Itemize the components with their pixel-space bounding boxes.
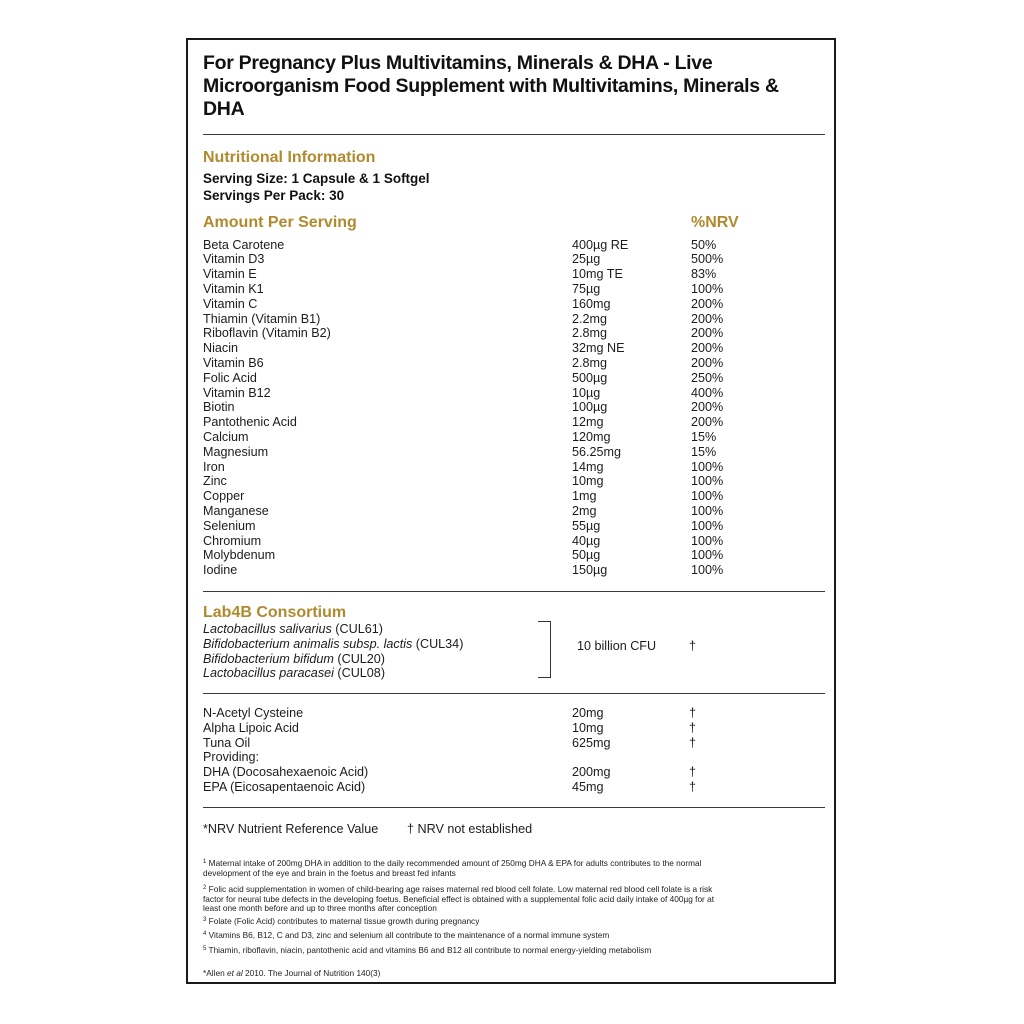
nutrient-nrv: 200% [691, 341, 724, 356]
nutrient-amount: 56.25mg [572, 444, 622, 459]
ingredient-name: Tuna Oil [203, 735, 251, 750]
nutrient-name: Folic Acid [203, 370, 257, 385]
nutrient-row [203, 267, 823, 282]
ingredient-amount: 20mg [572, 706, 604, 720]
nutrient-amount: 14mg [572, 459, 604, 474]
nutrient-nrv: 100% [691, 474, 724, 489]
ingredient-amount: 200mg [572, 765, 611, 780]
nutrient-name: Vitamin D3 [203, 252, 265, 267]
footnote-mark: 1 [203, 859, 207, 865]
strain-bracket [538, 621, 551, 678]
nutrient-row [203, 474, 823, 489]
nutrient-nrv: 400% [691, 385, 724, 400]
nutrient-amount: 100µg [572, 400, 608, 415]
servings-per-pack: Servings Per Pack: 30 [203, 188, 345, 203]
nutrient-name: Vitamin E [203, 267, 257, 282]
nutrient-name: Vitamin B6 [203, 355, 264, 370]
nutrient-name: Copper [203, 489, 245, 504]
supplement-label-panel [186, 38, 836, 984]
nutrient-row [203, 445, 823, 460]
nutrient-name: Pantothenic Acid [203, 415, 297, 430]
nutrient-name: Molybdenum [203, 548, 276, 563]
footnote [203, 916, 723, 927]
nutrient-row [203, 356, 823, 371]
nutrient-row [203, 252, 823, 267]
nutrient-nrv: 200% [691, 415, 724, 430]
nutrient-nrv: 100% [691, 281, 724, 296]
nutrient-nrv: 100% [691, 489, 724, 504]
nutrient-nrv: 200% [691, 355, 724, 370]
nutrient-row [203, 415, 823, 430]
nutrient-amount: 10mg [572, 474, 604, 489]
strain-species: Bifidobacterium animalis subsp. lactis [203, 636, 413, 651]
nutrient-name: Iodine [203, 563, 238, 578]
ingredient-name: DHA (Docosahexaenoic Acid) [203, 765, 369, 780]
nutrient-name: Selenium [203, 518, 256, 533]
nutrient-amount: 75µg [572, 281, 601, 296]
ingredient-row [203, 780, 823, 795]
nutrient-row [203, 238, 823, 253]
nutrient-nrv: 15% [691, 444, 717, 459]
footnote-text: Maternal intake of 200mg DHA in addition to the daily recommended amount of 250mg DHA & EPA for adults contributes to the normal development of the eye and brain in the foetus and breast fed infants [203, 858, 702, 878]
footnote-text: Thiamin, riboflavin, niacin, pantothenic acid and vitamins B6 and B12 all contribute to normal energy-yielding metabolism [208, 945, 652, 955]
nutrient-nrv: 200% [691, 400, 724, 415]
strain-item [203, 666, 385, 681]
ingredient-name: N-Acetyl Cysteine [203, 706, 304, 720]
nutrient-nrv: 15% [691, 429, 717, 444]
strain-item [203, 652, 385, 667]
ingredient-nrv: † [689, 706, 697, 720]
nutrient-name: Chromium [203, 533, 262, 548]
nutrient-amount: 40µg [572, 533, 601, 548]
ingredient-amount: 10mg [572, 720, 604, 735]
nutrient-nrv: 100% [691, 563, 724, 578]
divider [203, 134, 825, 135]
nutrient-name: Thiamin (Vitamin B1) [203, 311, 321, 326]
ingredient-nrv: † [689, 780, 697, 794]
nutrient-row [203, 341, 823, 356]
footnote-mark: 3 [203, 917, 207, 923]
nutrient-row [203, 460, 823, 475]
strain-species: Lactobacillus paracasei [203, 666, 334, 681]
nutrient-name: Biotin [203, 400, 235, 415]
nutrient-amount: 1mg [572, 489, 597, 504]
nutrient-amount: 32mg NE [572, 341, 625, 356]
strain-code: (CUL61) [331, 622, 383, 636]
nutrient-row [203, 326, 823, 341]
footnote-text: Folate (Folic Acid) contributes to maternal tissue growth during pregnancy [208, 916, 480, 926]
ingredient-amount: 45mg [572, 780, 604, 794]
nutrient-row [203, 563, 823, 578]
nutrient-nrv: 100% [691, 533, 724, 548]
ingredient-name: Alpha Lipoic Acid [203, 720, 299, 735]
nutrient-nrv: 250% [691, 370, 724, 385]
nutrient-name: Riboflavin (Vitamin B2) [203, 326, 331, 341]
nutrient-amount: 55µg [572, 518, 601, 533]
nutrient-amount: 2mg [572, 503, 597, 518]
nutrient-name: Niacin [203, 341, 238, 356]
nutrient-row [203, 504, 823, 519]
nutrient-name: Calcium [203, 429, 249, 444]
citation: *Allen et al 2010. The Journal of Nutrition 140(3) [203, 968, 381, 978]
nutrient-amount: 2.8mg [572, 355, 608, 370]
nutrient-nrv: 100% [691, 548, 724, 563]
nutrient-nrv: 200% [691, 296, 724, 311]
ingredient-name: EPA (Eicosapentaenoic Acid) [203, 780, 366, 794]
footnote [203, 858, 723, 878]
nutrient-name: Magnesium [203, 444, 269, 459]
nutrient-name: Beta Carotene [203, 237, 285, 252]
footnote-mark: 4 [203, 931, 207, 937]
consortium-nrv: † [689, 639, 697, 653]
footnote-text: Folic acid supplementation in women of child-bearing age raises maternal red blood cell folate. Low maternal red blood cell folate is a risk factor for neural tube defects in the developing foetus. Beneficial effect is obtained with a supplemental folic acid daily intake of 400µg for at least one month before and up to three months after conception [203, 884, 715, 914]
product-title: For Pregnancy Plus Multivitamins, Minerals & DHA - Live Microorganism Food Supplement with Multivitamins, Minerals & DHA [203, 52, 779, 120]
ingredient-name: Providing: [203, 750, 260, 765]
nutrient-amount: 10µg [572, 385, 601, 400]
ingredient-nrv: † [689, 720, 697, 735]
ingredient-nrv: † [689, 765, 697, 780]
amount-per-serving-heading: Amount Per Serving [203, 214, 357, 231]
nutrient-name: Zinc [203, 474, 227, 489]
nutrient-name: Iron [203, 459, 225, 474]
strain-item [203, 622, 383, 637]
footnote [203, 945, 723, 956]
ingredient-row [203, 736, 823, 751]
ingredient-row [203, 750, 823, 765]
nutrient-amount: 10mg TE [572, 267, 623, 282]
nutrient-nrv: 50% [691, 237, 717, 252]
footnote-text: Vitamins B6, B12, C and D3, zinc and selenium all contribute to the maintenance of a normal immune system [208, 930, 610, 940]
consortium-heading: Lab4B Consortium [203, 604, 347, 621]
ingredient-row [203, 765, 823, 780]
nutrient-name: Vitamin B12 [203, 385, 271, 400]
nutrient-amount: 12mg [572, 415, 604, 430]
ingredient-row [203, 721, 823, 736]
nutrient-amount: 400µg RE [572, 237, 629, 252]
strain-code: (CUL34) [412, 636, 464, 651]
nutrient-amount: 120mg [572, 429, 611, 444]
nutrient-amount: 2.8mg [572, 326, 608, 341]
nutrient-nrv: 100% [691, 459, 724, 474]
nutrient-row [203, 400, 823, 415]
ingredient-row [203, 706, 823, 721]
nutrient-nrv: 200% [691, 311, 724, 326]
serving-size: Serving Size: 1 Capsule & 1 Softgel [203, 171, 430, 186]
nutrient-amount: 500µg [572, 370, 608, 385]
divider [203, 693, 825, 694]
nutrient-row [203, 519, 823, 534]
nutrient-row [203, 312, 823, 327]
consortium-amount: 10 billion CFU [577, 639, 657, 653]
footnote-mark: 5 [203, 946, 207, 952]
nutrient-amount: 2.2mg [572, 311, 608, 326]
nutrient-amount: 160mg [572, 296, 611, 311]
nutrient-row [203, 297, 823, 312]
divider [203, 591, 825, 592]
nutrient-name: Vitamin K1 [203, 281, 264, 296]
nrv-not-established-note: † NRV not established [407, 822, 533, 836]
nutrient-name: Manganese [203, 503, 269, 518]
nutrient-nrv: 200% [691, 326, 724, 341]
strain-code: (CUL08) [333, 666, 386, 681]
strain-code: (CUL20) [333, 651, 385, 666]
divider [203, 807, 825, 808]
nutrient-amount: 25µg [572, 252, 601, 267]
strain-item [203, 637, 463, 652]
nutrient-row [203, 282, 823, 297]
footnote [203, 930, 723, 941]
nutrient-nrv: 100% [691, 518, 724, 533]
nutrient-name: Vitamin C [203, 296, 258, 311]
nrv-reference-note: *NRV Nutrient Reference Value [203, 822, 379, 836]
nutrient-nrv: 500% [691, 252, 724, 267]
nutrient-amount: 50µg [572, 548, 601, 563]
nutritional-information-heading: Nutritional Information [203, 149, 376, 166]
nutrient-nrv: 83% [691, 267, 717, 282]
nutrient-row [203, 489, 823, 504]
ingredient-amount: 625mg [572, 735, 611, 750]
ingredient-nrv: † [689, 735, 697, 750]
footnote-mark: 2 [203, 885, 207, 891]
nutrient-amount: 150µg [572, 563, 608, 578]
nutrient-row [203, 534, 823, 549]
nutrient-row [203, 386, 823, 401]
nutrient-nrv: 100% [691, 503, 724, 518]
nutrient-row [203, 548, 823, 563]
nutrient-row [203, 371, 823, 386]
strain-species: Lactobacillus salivarius [203, 622, 332, 636]
nrv-heading: %NRV [691, 214, 739, 231]
nutrient-row [203, 430, 823, 445]
footnote [203, 884, 723, 914]
strain-species: Bifidobacterium bifidum [203, 651, 334, 666]
